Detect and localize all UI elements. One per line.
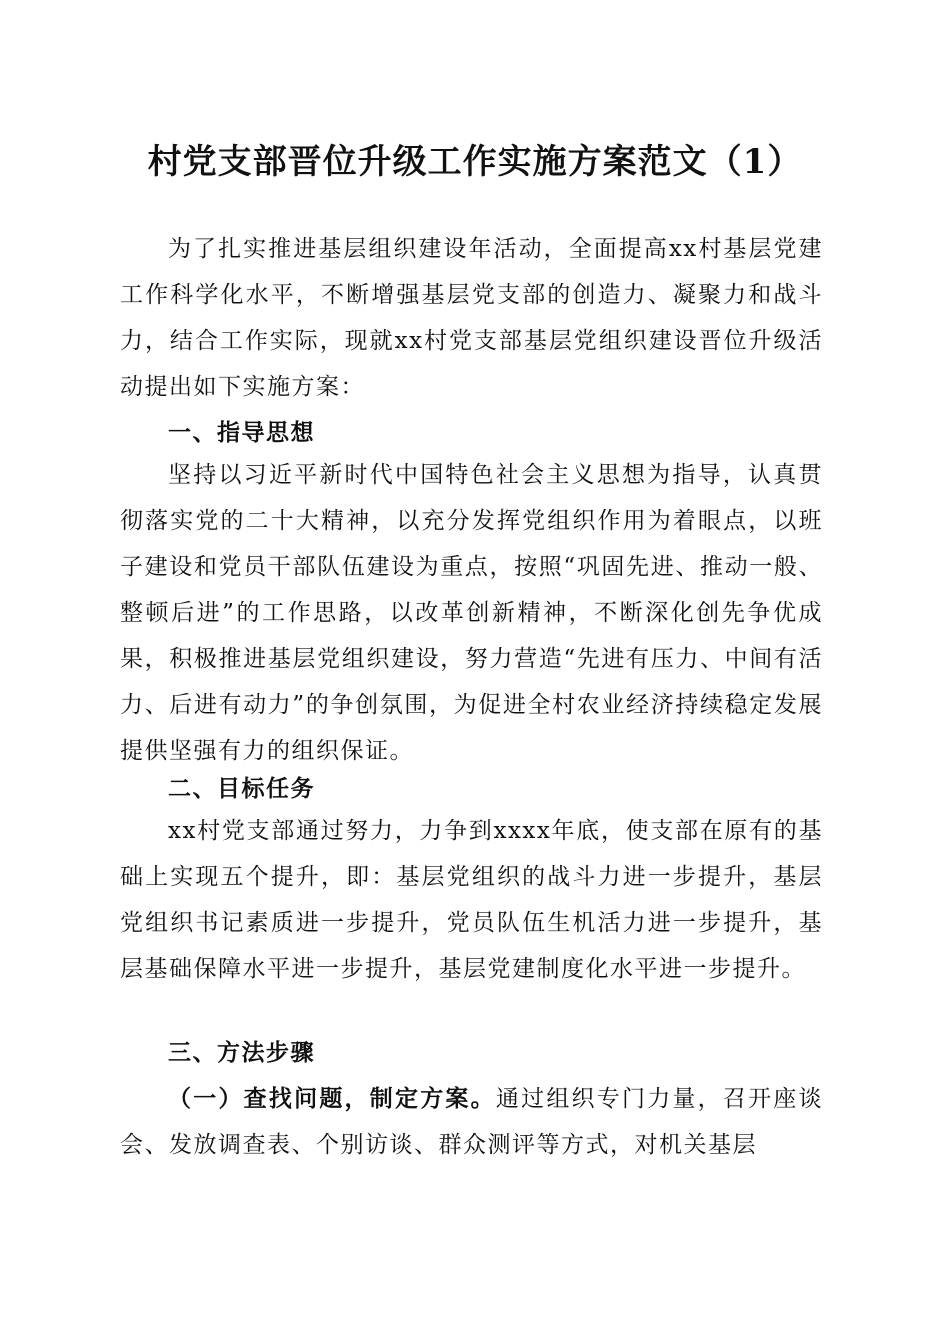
- section-body-goals-tasks-block: [120, 808, 823, 992]
- section-body-goals-tasks: xx村党支部通过努力，力争到xxxx年底，使支部在原有的基础上实现五个提升，即：基层党组织的战斗力进一步提升，基层党组织书记素质进一步提升，党员队伍生机活力进一步提升，基层基础保障水平进一步提升，基层党建制度化水平进一步提升。: [120, 818, 823, 982]
- intro-block: [120, 226, 823, 410]
- intro-paragraph: 为了扎实推进基层组织建设年活动，全面提高xx村基层党建工作科学化水平，不断增强基层党支部的创造力、凝聚力和战斗力，结合工作实际，现就xx村党支部基层党组织建设晋位升级活动提出如下实施方案：: [120, 236, 823, 400]
- subsection-lead-find-problems: （一）查找问题，制定方案。: [168, 1085, 496, 1112]
- section-heading-guiding-ideology: 一、指导思想: [168, 420, 315, 446]
- subsection-text-find-problems: 通过组织专门力量，召开座谈会、发放调查表、个别访谈、群众测评等方式，对机关基层: [120, 1086, 824, 1158]
- section-heading-methods-steps: 三、方法步骤: [168, 1040, 315, 1066]
- section-heading-goals-tasks: 二、目标任务: [168, 776, 315, 802]
- section-body-guiding-ideology: 坚持以习近平新时代中国特色社会主义思想为指导，认真贯彻落实党的二十大精神，以充分发挥党组织作用为着眼点，以班子建设和党员干部队伍建设为重点，按照“巩固先进、推动一般、整顿后进”的工作思路，以改革创新精神，不断深化创先争优成果，积极推进基层党组织建设，努力营造“先进有压力、中间有活力、后进有动力”的争创氛围，为促进全村农业经济持续稳定发展提供坚强有力的组织保证。: [120, 462, 823, 764]
- section-body-methods-steps: [120, 1076, 823, 1168]
- section-body-guiding-ideology-block: [120, 452, 823, 774]
- document-title: 村党支部晋位升级工作实施方案范文（1）: [147, 142, 803, 182]
- section-body-methods-steps-block: [120, 1076, 823, 1168]
